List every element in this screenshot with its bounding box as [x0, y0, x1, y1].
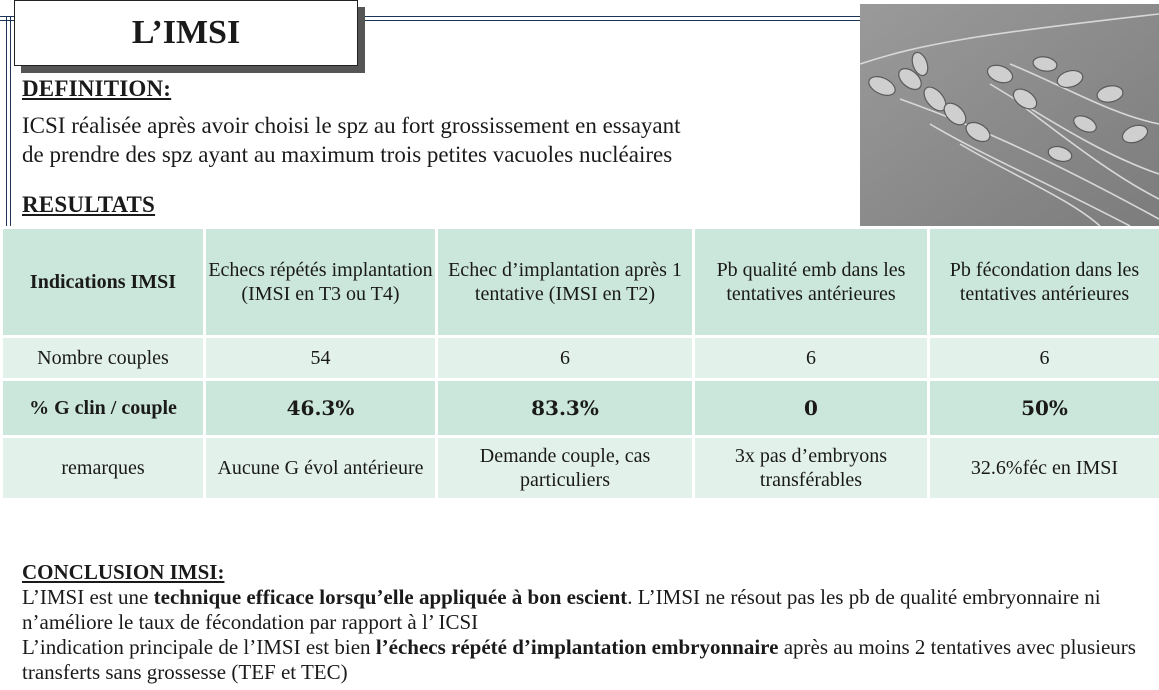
definition-heading: DEFINITION:: [22, 76, 172, 101]
resultats-heading: RESULTATS: [22, 192, 156, 217]
header-col-3: Pb qualité emb dans les tentatives antérieures: [694, 228, 929, 337]
header-col-4: Pb fécondation dans les tentatives antérieures: [929, 228, 1159, 337]
table-cell: 54: [205, 337, 437, 380]
conclusion-paragraph-2: [22, 635, 1152, 685]
table-row-remarques: [2, 437, 1159, 500]
conclusion-section: [22, 560, 1152, 685]
header-col-2: Echec d’implantation après 1 tentative (IMSI en T2): [437, 228, 694, 337]
table-cell: 6: [694, 337, 929, 380]
table-cell: 83.3%: [437, 380, 694, 437]
conclusion-heading: CONCLUSION IMSI:: [22, 560, 225, 584]
table-row-nombre-couples: [2, 337, 1159, 380]
conclusion-text: après au moins 2 tentatives avec plusieurs transferts sans grossesse (TEF et TEC): [22, 635, 1136, 684]
row-label: remarques: [2, 437, 205, 500]
table-row-g-clin: [2, 380, 1159, 437]
header-label: Indications IMSI: [2, 228, 205, 337]
table-cell: 50%: [929, 380, 1159, 437]
table-cell: Aucune G évol antérieure: [205, 437, 437, 500]
sperm-micrograph-image: [860, 4, 1159, 226]
conclusion-text: L’indication principale de l’IMSI est bien: [22, 635, 376, 659]
conclusion-text: . L’IMSI ne résout pas les pb de qualité embryonnaire ni n’améliore le taux de fécondation par rapport à l’ ICSI: [22, 585, 1101, 634]
table-cell: 3x pas d’embryons transférables: [694, 437, 929, 500]
definition-line-2: de prendre des spz ayant au maximum trois petites vacuoles nucléaires: [22, 142, 673, 167]
conclusion-paragraph-1: [22, 585, 1152, 635]
results-table: [0, 226, 1159, 501]
table-cell: 6: [437, 337, 694, 380]
table-cell: 0: [694, 380, 929, 437]
row-label: Nombre couples: [2, 337, 205, 380]
table-cell: 46.3%: [205, 380, 437, 437]
table-cell: Demande couple, cas particuliers: [437, 437, 694, 500]
table-header-row: [2, 228, 1159, 337]
conclusion-emphasis: technique efficace lorsqu’elle appliquée à bon escient: [153, 585, 628, 609]
conclusion-text: L’IMSI est une: [22, 585, 154, 609]
row-label: % G clin / couple: [2, 380, 205, 437]
definition-line-1: ICSI réalisée après avoir choisi le spz au fort grossissement en essayant: [22, 113, 681, 138]
header-col-1: Echecs répétés implantation (IMSI en T3 ou T4): [205, 228, 437, 337]
table-cell: 6: [929, 337, 1159, 380]
slide-title: L’IMSI: [14, 0, 358, 66]
table-cell: 32.6%féc en IMSI: [929, 437, 1159, 500]
conclusion-emphasis: l’échecs répété d’implantation embryonnaire: [375, 635, 779, 659]
